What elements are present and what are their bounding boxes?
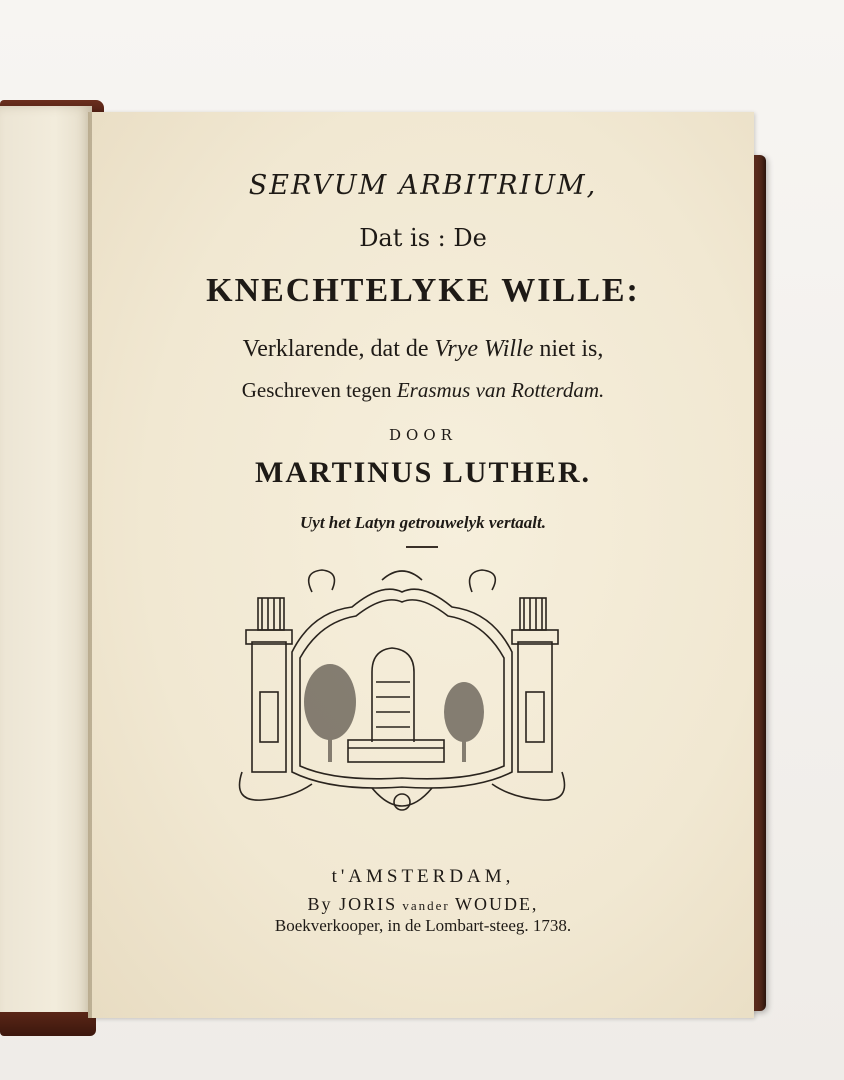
title-line-main: KNECHTELYKE WILLE: (206, 272, 640, 309)
verklarende-pre: Verklarende, dat de (242, 336, 435, 362)
imprint-printer-last: WOUDE, (454, 894, 539, 914)
verklarende-post: niet is, (533, 336, 604, 362)
imprint-city: t'AMSTERDAM, (331, 866, 515, 887)
left-page (0, 106, 92, 1022)
imprint-printer-first: JORIS (339, 894, 398, 914)
title-line-geschreven (92, 378, 754, 403)
ornamental-vignette-icon (232, 562, 572, 832)
imprint-by: By (307, 894, 340, 914)
imprint-printer (92, 894, 754, 915)
geschreven-italic: Erasmus van Rotterdam. (396, 378, 605, 402)
ornament-rule (406, 546, 438, 548)
title-line-verklarende (92, 336, 754, 363)
geschreven-pre: Geschreven tegen (241, 378, 397, 402)
title-line-door: DOOR (389, 426, 457, 444)
title-line-author: MARTINUS LUTHER. (255, 456, 591, 489)
binding-bottom (0, 1012, 96, 1036)
verklarende-italic: Vrye Wille (434, 336, 534, 362)
title-line-datis: Dat is : De (359, 224, 487, 252)
title-line-translation: Uyt het Latyn getrouwelyk vertaalt. (300, 513, 546, 532)
title-line-latin: SERVUM ARBITRIUM, (248, 170, 598, 201)
imprint-address: Boekverkooper, in de Lombart-steeg. 1738. (274, 916, 572, 935)
imprint-printer-middle: vander (397, 898, 455, 913)
